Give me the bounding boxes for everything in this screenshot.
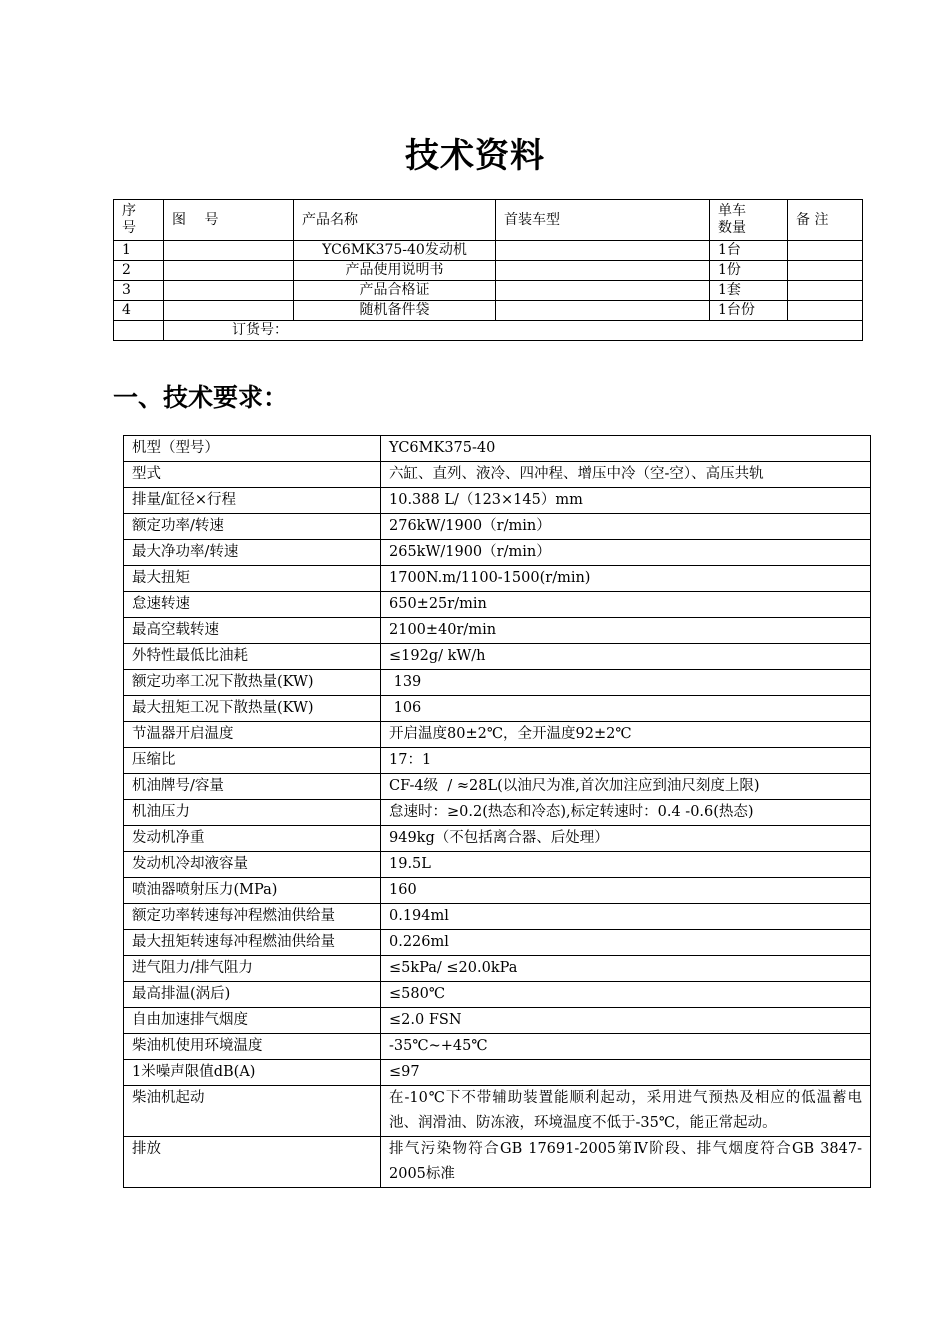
spec-row <box>124 670 871 696</box>
spec-value: 0.194ml <box>381 904 871 930</box>
order-quantity: 1台 <box>710 241 788 261</box>
spec-value: CF-4级 / ≈28L(以油尺为准,首次加注应到油尺刻度上限) <box>381 774 871 800</box>
spec-value: 139 <box>381 670 871 696</box>
order-table-header <box>114 200 863 241</box>
spec-row <box>124 540 871 566</box>
spec-value: ≤5kPa/ ≤20.0kPa <box>381 956 871 982</box>
spec-value: 17：1 <box>381 748 871 774</box>
spec-label: 额定功率转速每冲程燃油供给量 <box>124 904 381 930</box>
spec-label: 排放 <box>124 1137 381 1188</box>
spec-label: 机型（型号） <box>124 436 381 462</box>
spec-value: 开启温度80±2℃，全开温度92±2℃ <box>381 722 871 748</box>
order-first-vehicle <box>496 261 710 281</box>
spec-row <box>124 800 871 826</box>
order-first-vehicle <box>496 301 710 321</box>
spec-value: 19.5L <box>381 852 871 878</box>
order-drawing-no <box>164 281 294 301</box>
spec-value: 1700N.m/1100-1500(r/min) <box>381 566 871 592</box>
spec-value: 160 <box>381 878 871 904</box>
spec-value: ≤97 <box>381 1060 871 1086</box>
spec-label: 压缩比 <box>124 748 381 774</box>
spec-label: 排量/缸径×行程 <box>124 488 381 514</box>
spec-label: 最大扭矩工况下散热量(KW) <box>124 696 381 722</box>
spec-label: 发动机冷却液容量 <box>124 852 381 878</box>
spec-row <box>124 592 871 618</box>
spec-row <box>124 462 871 488</box>
order-table <box>113 199 863 341</box>
spec-row <box>124 488 871 514</box>
spec-label: 型式 <box>124 462 381 488</box>
order-product-name: 随机备件袋 <box>294 301 496 321</box>
header-remarks: 备 注 <box>788 200 863 241</box>
spec-row <box>124 748 871 774</box>
order-first-vehicle <box>496 281 710 301</box>
spec-value: -35℃~+45℃ <box>381 1034 871 1060</box>
document-title: 技术资料 <box>405 136 545 176</box>
spec-row <box>124 618 871 644</box>
spec-row <box>124 436 871 462</box>
spec-value: YC6MK375-40 <box>381 436 871 462</box>
spec-label: 最高空载转速 <box>124 618 381 644</box>
spec-label: 额定功率工况下散热量(KW) <box>124 670 381 696</box>
order-drawing-no <box>164 261 294 281</box>
spec-label: 最大扭矩转速每冲程燃油供给量 <box>124 930 381 956</box>
spec-value: ≤580℃ <box>381 982 871 1008</box>
spec-value: 六缸、直列、液冷、四冲程、增压中冷（空-空）、高压共轨 <box>381 462 871 488</box>
section-heading-tech-requirements: 一、技术要求： <box>113 383 289 412</box>
spec-row <box>124 696 871 722</box>
spec-row <box>124 878 871 904</box>
order-quantity: 1台份 <box>710 301 788 321</box>
spec-label: 最高排温(涡后) <box>124 982 381 1008</box>
spec-table-body <box>124 436 871 1188</box>
order-quantity: 1套 <box>710 281 788 301</box>
spec-row <box>124 852 871 878</box>
spec-label: 机油牌号/容量 <box>124 774 381 800</box>
order-number-label: 订货号： <box>164 321 863 341</box>
spec-row <box>124 956 871 982</box>
header-drawing-no: 图 号 <box>164 200 294 241</box>
order-quantity: 1份 <box>710 261 788 281</box>
order-seq: 3 <box>114 281 164 301</box>
header-quantity: 单车 数量 <box>710 200 788 241</box>
order-product-name: 产品合格证 <box>294 281 496 301</box>
spec-label: 节温器开启温度 <box>124 722 381 748</box>
order-product-name: 产品使用说明书 <box>294 261 496 281</box>
spec-value: 949kg（不包括离合器、后处理） <box>381 826 871 852</box>
spec-value: ≤2.0 FSN <box>381 1008 871 1034</box>
header-product-name: 产品名称 <box>294 200 496 241</box>
spec-row <box>124 644 871 670</box>
header-first-vehicle: 首装车型 <box>496 200 710 241</box>
order-seq: 1 <box>114 241 164 261</box>
spec-label: 进气阻力/排气阻力 <box>124 956 381 982</box>
spec-label: 额定功率/转速 <box>124 514 381 540</box>
spec-row <box>124 826 871 852</box>
order-row <box>114 241 863 261</box>
spec-label: 柴油机起动 <box>124 1086 381 1137</box>
spec-label: 机油压力 <box>124 800 381 826</box>
spec-value: 265kW/1900（r/min） <box>381 540 871 566</box>
header-seq: 序 号 <box>114 200 164 241</box>
spec-row <box>124 514 871 540</box>
spec-value: 10.388 L/（123×145）mm <box>381 488 871 514</box>
spec-label: 最大净功率/转速 <box>124 540 381 566</box>
spec-value: 在-10℃下不带辅助装置能顺利起动，采用进气预热及相应的低温蓄电池、润滑油、防冻液，环境温度不低于-35℃，能正常起动。 <box>381 1086 871 1137</box>
spec-value: 怠速时：≥0.2(热态和冷态),标定转速时：0.4 -0.6(热态) <box>381 800 871 826</box>
spec-label: 喷油器喷射压力(MPa) <box>124 878 381 904</box>
order-row <box>114 301 863 321</box>
spec-row <box>124 1137 871 1188</box>
spec-row <box>124 930 871 956</box>
spec-value: 排气污染物符合GB 17691-2005第Ⅳ阶段、排气烟度符合GB 3847-2005标准 <box>381 1137 871 1188</box>
spec-row <box>124 1060 871 1086</box>
spec-row <box>124 982 871 1008</box>
order-product-name: YC6MK375-40发动机 <box>294 241 496 261</box>
spec-label: 最大扭矩 <box>124 566 381 592</box>
order-number-row <box>114 321 863 341</box>
order-seq: 4 <box>114 301 164 321</box>
order-number-blank <box>114 321 164 341</box>
spec-label: 发动机净重 <box>124 826 381 852</box>
order-row <box>114 261 863 281</box>
spec-value: 650±25r/min <box>381 592 871 618</box>
spec-value: ≤192g/ kW/h <box>381 644 871 670</box>
order-seq: 2 <box>114 261 164 281</box>
spec-label: 自由加速排气烟度 <box>124 1008 381 1034</box>
spec-row <box>124 904 871 930</box>
spec-table <box>123 435 871 1188</box>
spec-value: 2100±40r/min <box>381 618 871 644</box>
order-row <box>114 281 863 301</box>
spec-row <box>124 566 871 592</box>
spec-label: 1米噪声限值dB(A) <box>124 1060 381 1086</box>
order-remarks <box>788 301 863 321</box>
order-remarks <box>788 241 863 261</box>
spec-row <box>124 1034 871 1060</box>
spec-row <box>124 722 871 748</box>
order-remarks <box>788 281 863 301</box>
order-remarks <box>788 261 863 281</box>
spec-row <box>124 774 871 800</box>
order-drawing-no <box>164 301 294 321</box>
spec-label: 柴油机使用环境温度 <box>124 1034 381 1060</box>
spec-row <box>124 1008 871 1034</box>
order-first-vehicle <box>496 241 710 261</box>
spec-label: 外特性最低比油耗 <box>124 644 381 670</box>
order-drawing-no <box>164 241 294 261</box>
spec-value: 0.226ml <box>381 930 871 956</box>
spec-label: 怠速转速 <box>124 592 381 618</box>
spec-value: 276kW/1900（r/min） <box>381 514 871 540</box>
spec-row <box>124 1086 871 1137</box>
spec-value: 106 <box>381 696 871 722</box>
